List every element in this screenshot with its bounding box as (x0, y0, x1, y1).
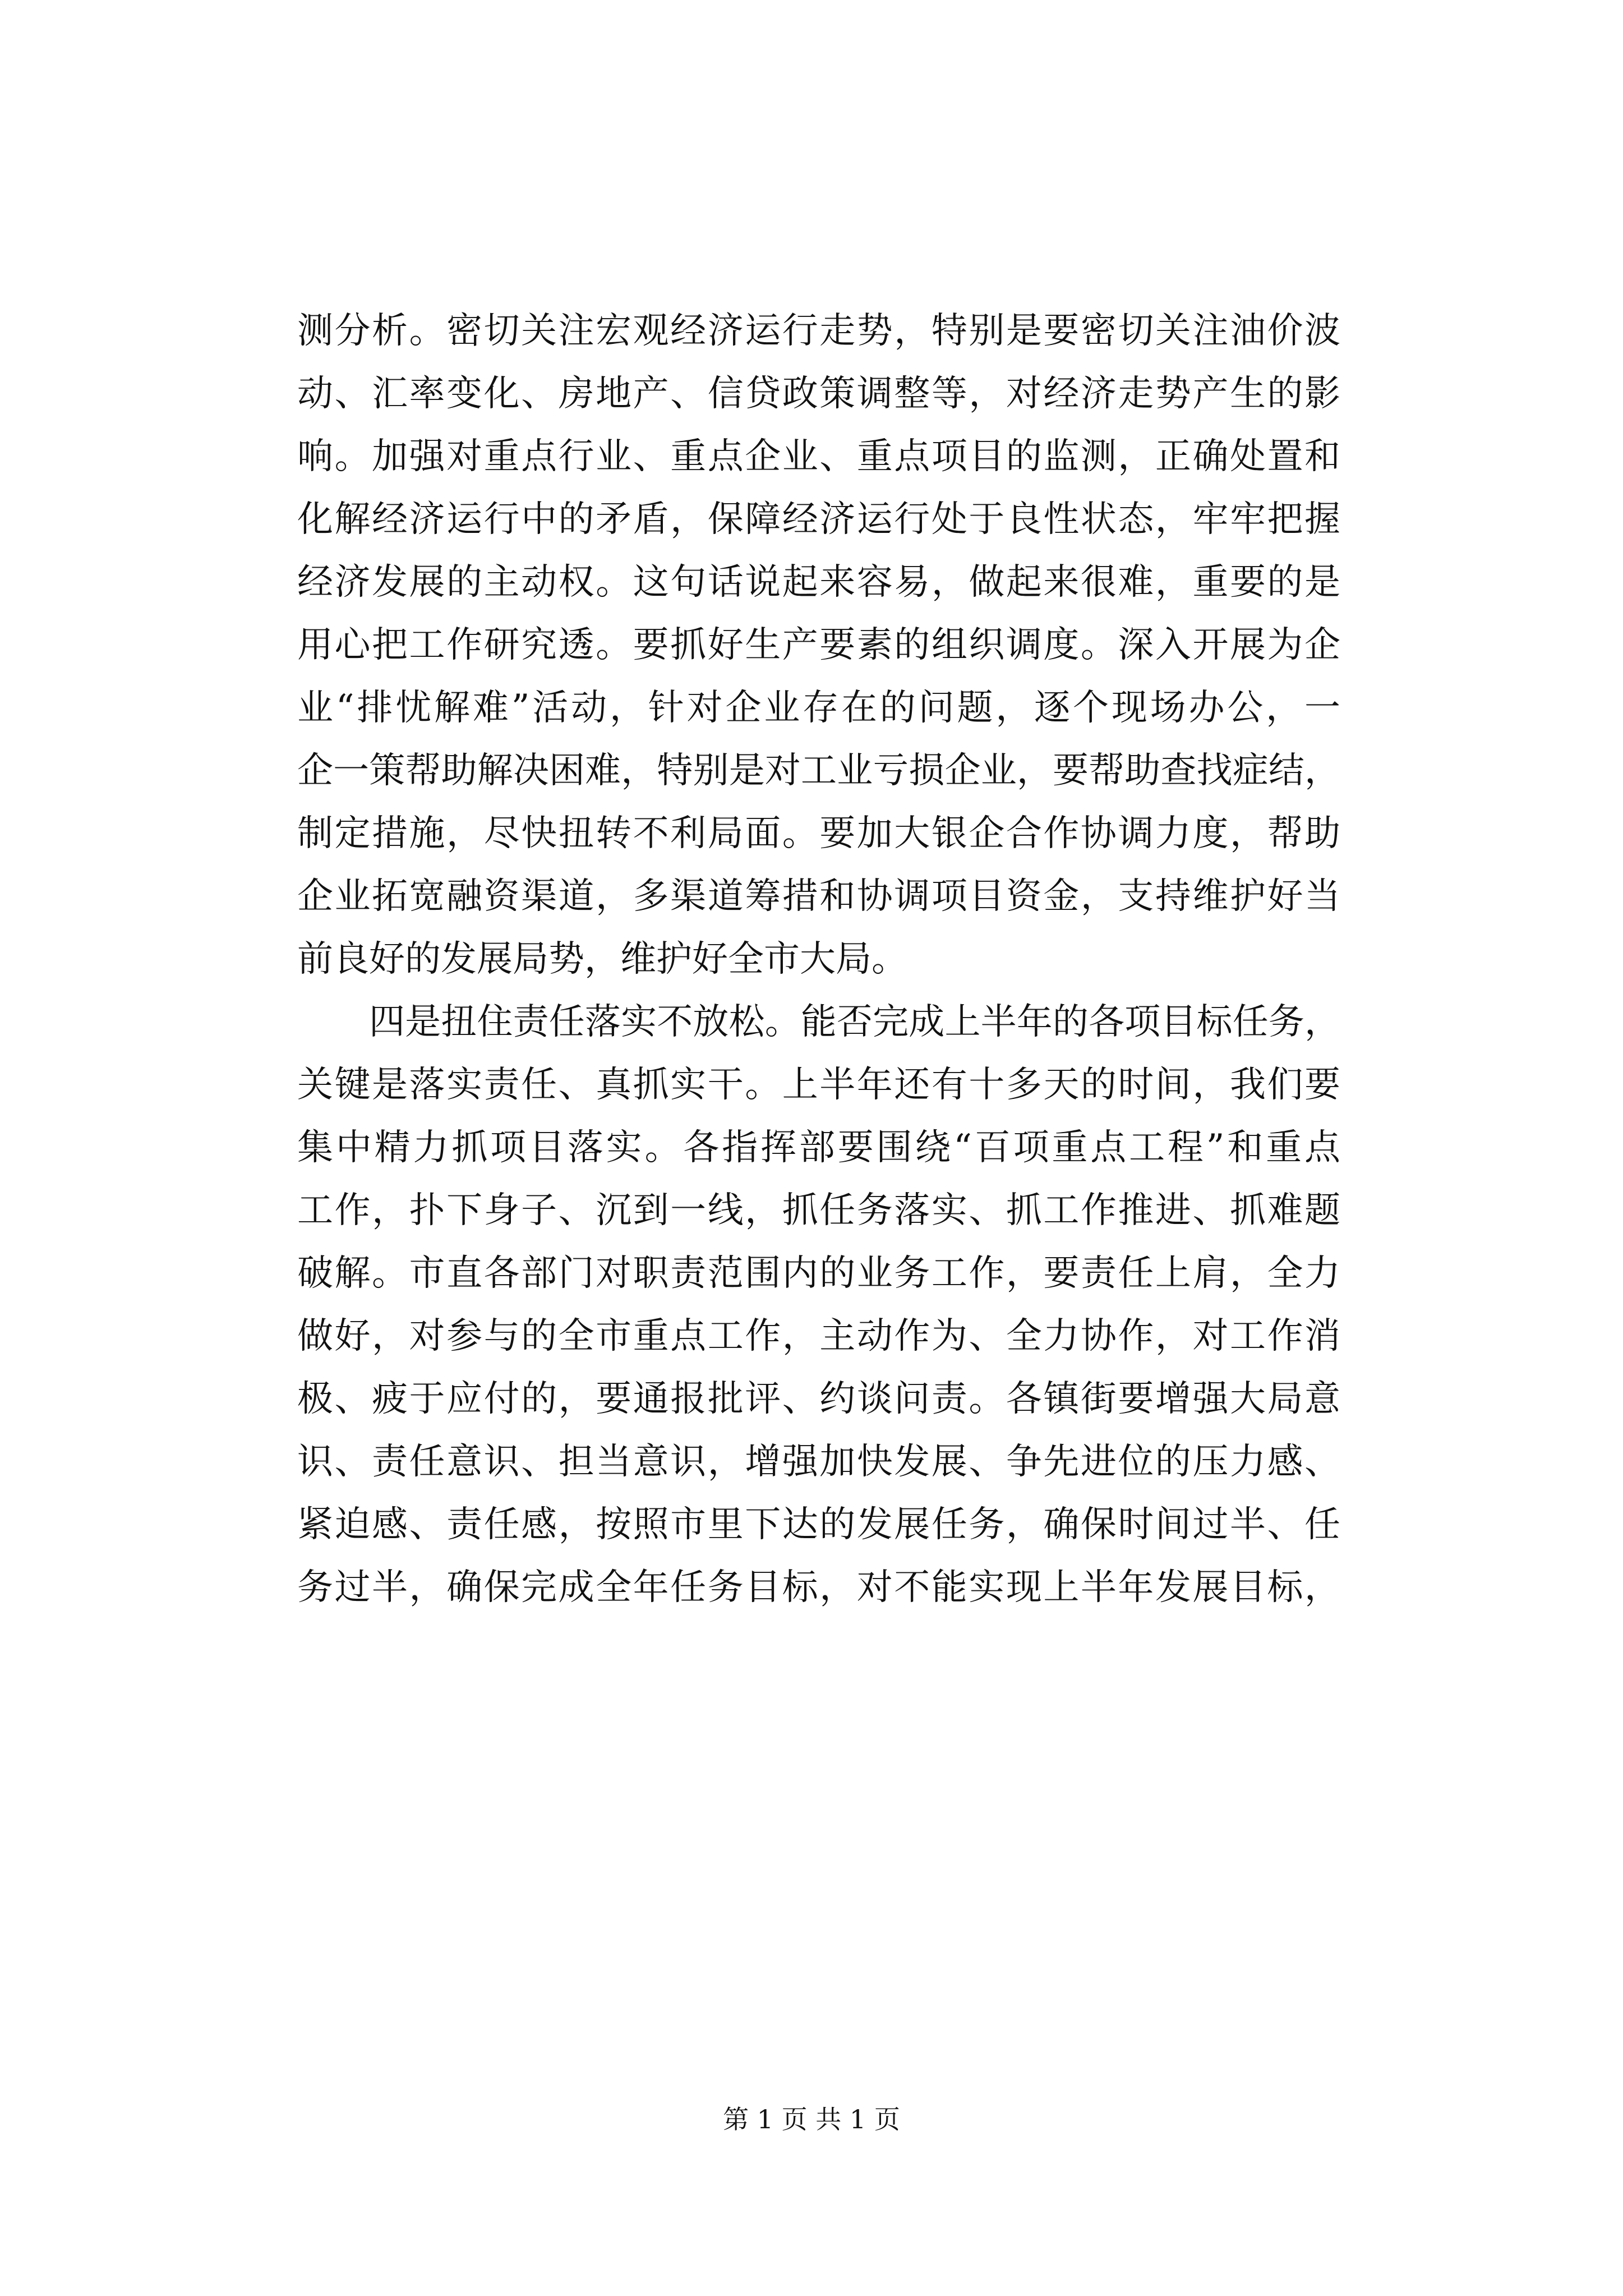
text-line: 企一策帮助解决困难，特别是对工业亏损企业，要帮助查找症结， (297, 750, 1340, 792)
text-line: 破解。市直各部门对职责范围内的业务工作，要责任上肩，全力 (297, 1253, 1340, 1294)
text-line: 化解经济运行中的矛盾，保障经济运行处于良性状态，牢牢把握 (297, 499, 1340, 540)
text-line: 动、汇率变化、房地产、信贷政策调整等，对经济走势产生的影 (297, 373, 1340, 415)
page-footer (0, 2102, 1623, 2136)
text-line: 测分析。密切关注宏观经济运行走势，特别是要密切关注油价波 (297, 310, 1340, 352)
text-line: 响。加强对重点行业、重点企业、重点项目的监测，正确处置和 (297, 436, 1340, 477)
text-line: 企业拓宽融资渠道，多渠道筹措和协调项目资金，支持维护好当 (297, 876, 1340, 917)
text-line: 极、疲于应付的，要通报批评、约谈问责。各镇街要增强大局意 (297, 1378, 1340, 1420)
text-line: 经济发展的主动权。这句话说起来容易，做起来很难，重要的是 (297, 562, 1340, 603)
text-line: 做好，对参与的全市重点工作，主动作为、全力协作，对工作消 (297, 1315, 1340, 1357)
text-line: 集中精力抓项目落实。各指挥部要围绕“百项重点工程”和重点 (297, 1127, 1340, 1168)
page-number-label: 第 1 页 共 1 页 (723, 2104, 900, 2134)
text-line: 四是扭住责任落实不放松。能否完成上半年的各项目标任务， (369, 1001, 1340, 1043)
text-line: 用心把工作研究透。要抓好生产要素的组织调度。深入开展为企 (297, 624, 1340, 666)
text-line: 前良好的发展局势，维护好全市大局。 (297, 938, 907, 980)
text-line: 业“排忧解难”活动，针对企业存在的问题，逐个现场办公，一 (297, 687, 1340, 729)
document-body (297, 300, 1340, 1619)
text-line: 关键是落实责任、真抓实干。上半年还有十多天的时间，我们要 (297, 1064, 1340, 1106)
paragraph (297, 991, 1340, 1619)
paragraph (297, 300, 1340, 991)
text-line: 紧迫感、责任感，按照市里下达的发展任务，确保时间过半、任 (297, 1504, 1340, 1545)
text-line: 制定措施，尽快扭转不利局面。要加大银企合作协调力度，帮助 (297, 813, 1340, 854)
text-line: 识、责任意识、担当意识，增强加快发展、争先进位的压力感、 (297, 1441, 1340, 1483)
text-line: 务过半，确保完成全年任务目标，对不能实现上半年发展目标， (297, 1567, 1340, 1608)
text-line: 工作，扑下身子、沉到一线，抓任务落实、抓工作推进、抓难题 (297, 1190, 1340, 1231)
